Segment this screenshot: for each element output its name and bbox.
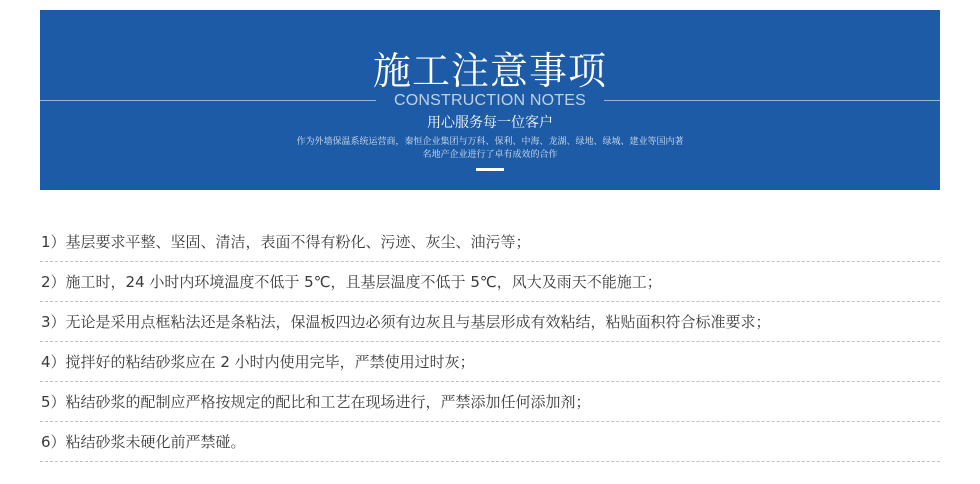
note-item-4: 4）搅拌好的粘结砂浆应在 2 小时内使用完毕，严禁使用过时灰； [40,342,940,382]
company-description [260,136,720,162]
header-banner [40,10,940,190]
note-item-2: 2）施工时，24 小时内环境温度不低于 5℃，且基层温度不低于 5℃，风大及雨天不能施工； [40,262,940,302]
note-item-6: 6）粘结砂浆未硬化前严禁碰。 [40,422,940,462]
english-subtitle: CONSTRUCTION NOTES [393,92,587,109]
subtitle-row [40,90,940,112]
note-item-3: 3）无论是采用点框粘法还是条粘法，保温板四边必须有边灰且与基层形成有效粘结，粘贴面积符合标准要求； [40,302,940,342]
description-line-1: 作为外墙保温系统运营商，秦恒企业集团与万科、保利、中海、龙湖、绿地、绿城、建业等国内著 [296,137,684,147]
notes-list [40,222,940,462]
page-title: 施工注意事项 [372,49,607,93]
description-line-2: 名地产企业进行了卓有成效的合作 [422,150,558,160]
accent-bar [476,168,504,171]
subtitle-divider-right [604,100,940,101]
note-item-1: 1）基层要求平整、坚固、清洁，表面不得有粉化、污迹、灰尘、油污等； [40,222,940,262]
note-item-5: 5）粘结砂浆的配制应严格按规定的配比和工艺在现场进行，严禁添加任何添加剂； [40,382,940,422]
slogan: 用心服务每一位客户 [427,115,553,131]
